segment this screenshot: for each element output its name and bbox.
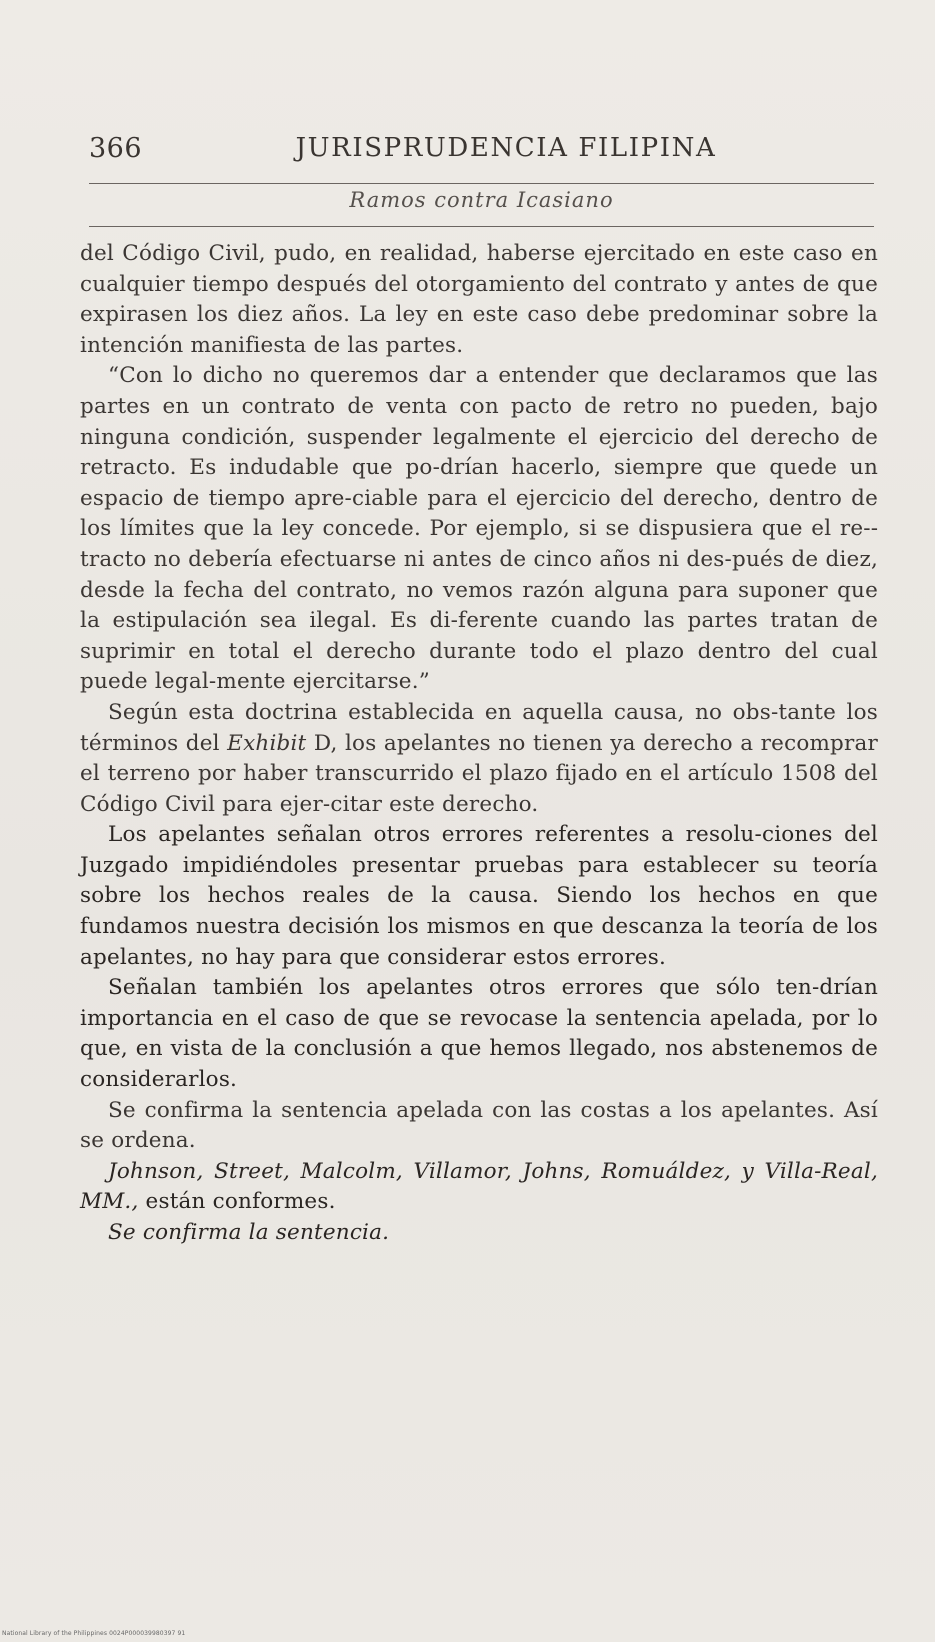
case-title: Ramos contra Icasiano	[349, 188, 614, 212]
verdict: Se confirma la sentencia.	[108, 1220, 390, 1245]
footer-note: National Library of the Philippines 0024P000039980397 91	[2, 1630, 186, 1637]
page-number: 366	[89, 133, 143, 164]
exhibit-term: Exhibit	[227, 730, 307, 756]
header-rule-top	[89, 183, 874, 184]
running-title: JURISPRUDENCIA FILIPINA	[295, 133, 717, 163]
concur-text: están conformes.	[138, 1189, 336, 1215]
paragraph-3-start: Según esta doctrina establecida en aquella causa, no obs-tante los términos del	[80, 699, 878, 756]
justices-names: Johnson, Street, Malcolm, Villamor, Johns, Romuáldez, y Villa-Real, MM.,	[80, 1158, 878, 1215]
header-rule-bottom	[89, 226, 874, 227]
paragraph-3	[80, 698, 878, 820]
concurring-justices	[80, 1157, 878, 1218]
body-text	[80, 239, 878, 1249]
paragraph-6: Se confirma la sentencia apelada con las costas a los apelantes. Así se ordena.	[80, 1097, 878, 1154]
paragraph-1: del Código Civil, pudo, en realidad, haberse ejercitado en este caso en cualquier tiempo después del otorgamiento del contrato y antes de que expirasen los diez años. La ley en este caso debe predominar sobre la intención manifiesta de las partes.	[80, 241, 878, 358]
paragraph-3-end: D, los apelantes no tienen ya derecho a recomprar el terreno por haber transcurrido el plazo fijado en el artículo 1508 del Código Civil para ejer-citar este derecho.	[80, 730, 878, 817]
paragraph-4: Los apelantes señalan otros errores referentes a resolu-ciones del Juzgado impidiéndoles presentar pruebas para establecer su teoría sobre los hechos reales de la causa. Siendo los hechos en que fundamos nuestra decisión los mismos en que descanza la teoría de los apelantes, no hay para que considerar estos errores.	[80, 822, 878, 970]
paragraph-2-quote: “Con lo dicho no queremos dar a entender que declaramos que las partes en un contrato de venta con pacto de retro no pueden, bajo ninguna condición, suspender legalmente el ejercicio del derecho de retracto. Es indudable que po-drían hacerlo, siempre que quede un espacio de tiempo apre-ciable para el ejercicio del derecho, dentro de los límites que la ley concede. Por ejemplo, si se dispusiera que el re-tracto no debería efectuarse ni antes de cinco años ni des-pués de diez, desde la fecha del contrato, no vemos razón alguna para suponer que la estipulación sea ilegal. Es di-ferente cuando las partes tratan de suprimir en total el derecho durante todo el plazo dentro del cual puede legal-mente ejercitarse.”	[80, 363, 878, 695]
page-header	[89, 133, 873, 177]
paragraph-5: Señalan también los apelantes otros errores que sólo ten-drían importancia en el caso de que se revocase la sentencia apelada, por lo que, en vista de la conclusión a que hemos llegado, nos abstenemos de considerarlos.	[80, 975, 878, 1093]
